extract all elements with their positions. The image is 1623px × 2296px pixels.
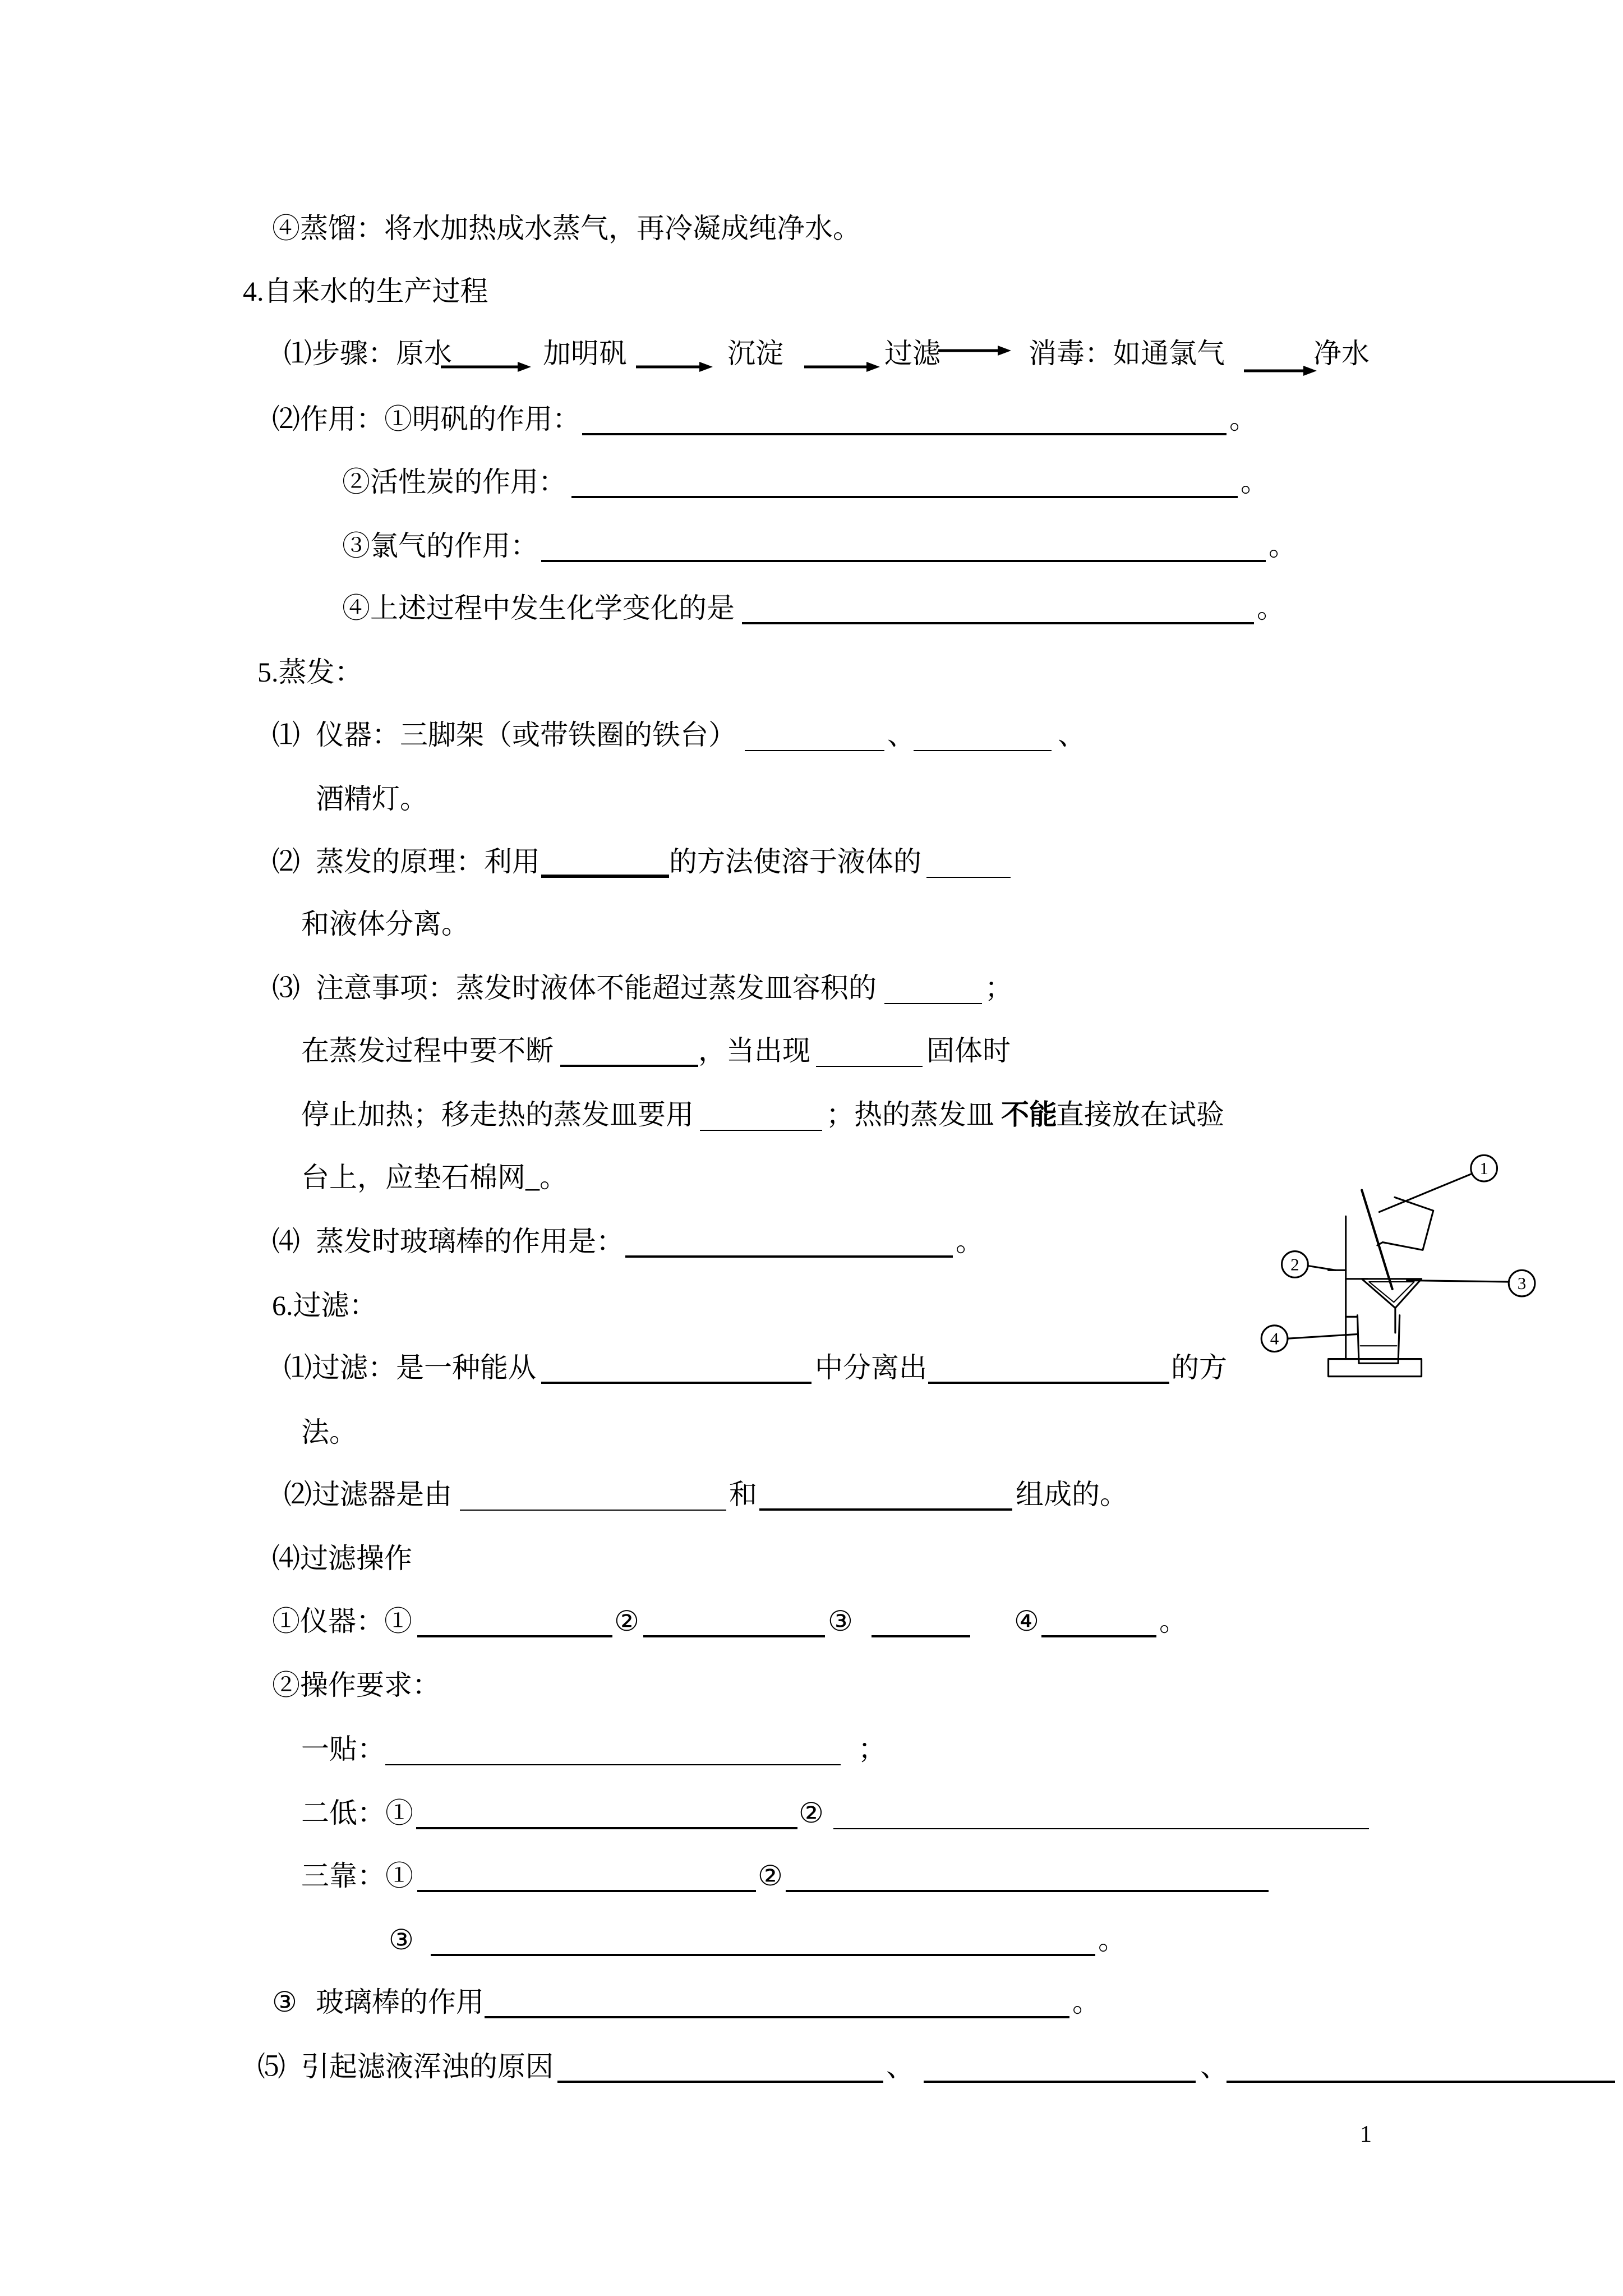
answer-blank <box>872 1604 970 1637</box>
answer-blank <box>571 465 1238 498</box>
item-marker: ② <box>758 1860 783 1892</box>
semicolon: ； <box>858 1733 886 1765</box>
answer-blank <box>926 845 1011 878</box>
question-text: 台上，应垫石棉网_。 <box>301 1162 568 1193</box>
question-prompt: 二低：① <box>301 1797 413 1829</box>
distillation-text: ④蒸馏：将水加热成水蒸气，再冷凝成纯净水。 <box>272 213 861 244</box>
flow-arrow <box>938 346 1011 356</box>
item-number: ⑶ <box>272 972 300 1004</box>
filtration-operation-heading-row <box>0 1542 1623 1575</box>
answer-blank <box>745 718 884 751</box>
item-number: ⑸ <box>257 2051 285 2082</box>
separator: 、 <box>887 719 915 751</box>
question-prompt: 引起滤液浑浊的原因 <box>301 2051 554 2082</box>
period: 。 <box>1098 1924 1126 1955</box>
section-5-heading-row <box>0 655 1623 689</box>
leader-line <box>1308 1266 1335 1271</box>
question-text: ，当出现 <box>698 1035 810 1066</box>
process-arrows <box>0 331 1623 387</box>
function-alum-row <box>0 402 1623 436</box>
section-heading: 6.过滤： <box>272 1290 377 1321</box>
separator: 、 <box>1058 719 1086 751</box>
turbid-filtrate-row <box>0 2050 1623 2083</box>
question-prompt: 蒸发时玻璃棒的作用是： <box>316 1226 624 1257</box>
figure-label-4: 4 <box>1270 1328 1279 1349</box>
period: 。 <box>1269 530 1297 562</box>
operation-requirements-heading-row <box>0 1668 1623 1702</box>
distillation-item <box>0 211 1623 245</box>
answer-blank <box>417 1604 612 1637</box>
answer-blank <box>485 1985 1069 2018</box>
item-marker: ④ <box>1014 1605 1039 1637</box>
period: 。 <box>1229 403 1257 435</box>
answer-blank <box>816 1034 923 1067</box>
question-prompt: 仪器：三脚架（或带铁圈的铁台） <box>316 719 736 751</box>
period: 。 <box>1159 1605 1187 1637</box>
requirement-three-row <box>0 1859 1623 1893</box>
subsection-heading: ⑷过滤操作 <box>272 1543 412 1574</box>
question-text: 中分离出 <box>815 1352 927 1383</box>
answer-blank <box>416 1796 797 1829</box>
figure-label-1: 1 <box>1479 1158 1488 1179</box>
question-text: 固体时 <box>926 1035 1011 1066</box>
answer-blank <box>928 1351 1169 1384</box>
filter-composition-row <box>0 1478 1623 1511</box>
question-text: 停止加热；移走热的蒸发皿要用 <box>301 1099 694 1130</box>
answer-blank <box>786 1859 1269 1892</box>
answer-blank <box>884 971 982 1004</box>
period: 。 <box>1072 1986 1100 2018</box>
item-marker: ③ <box>389 1924 414 1955</box>
question-prompt: 三靠：① <box>301 1860 413 1892</box>
section-heading: 4.自来水的生产过程 <box>243 275 488 307</box>
evaporation-principle-row <box>0 845 1623 878</box>
answer-blank <box>924 2050 1196 2083</box>
figure-label-2: 2 <box>1290 1254 1299 1274</box>
page-number: 1 <box>1360 2122 1372 2147</box>
item-marker: ③ <box>828 1605 853 1637</box>
answer-blank <box>643 1604 825 1637</box>
continuation-text: 酒精灯。 <box>316 783 428 815</box>
answer-blank <box>582 402 1227 435</box>
requirement-two-row <box>0 1796 1623 1830</box>
answer-blank <box>625 1225 953 1258</box>
leader-line <box>1288 1334 1358 1338</box>
continuation-text: 和液体分离。 <box>301 908 469 940</box>
flow-arrow <box>804 362 880 372</box>
item-number: ⑷ <box>272 1226 300 1257</box>
pouring-beaker <box>1377 1196 1434 1257</box>
filtration-definition-cont-row <box>0 1415 1623 1449</box>
semicolon: ； <box>985 972 1013 1004</box>
period: 。 <box>1257 592 1285 624</box>
answer-blank <box>541 845 669 878</box>
question-prompt: 蒸发的原理：利用 <box>316 846 540 877</box>
answer-blank <box>833 1796 1369 1829</box>
answer-blank <box>1041 1604 1156 1637</box>
flow-arrow <box>1244 366 1317 376</box>
answer-blank <box>541 529 1266 562</box>
evaporation-notes-row <box>0 971 1623 1005</box>
requirement-one-row <box>0 1732 1623 1766</box>
evaporation-instruments-row <box>0 718 1623 752</box>
continuation-text: 法。 <box>301 1416 357 1448</box>
question-text: ；热的蒸发皿 <box>826 1099 994 1130</box>
question-prompt: ⑵作用：①明矾的作用： <box>272 403 580 435</box>
answer-blank <box>742 591 1254 624</box>
item-number: ⑵ <box>272 846 300 877</box>
stand-base <box>1329 1359 1422 1377</box>
subsection-heading: ②操作要求： <box>272 1669 440 1701</box>
requirement-three-cont-row <box>0 1923 1623 1957</box>
item-marker: ② <box>799 1797 824 1829</box>
separator: 、 <box>886 2051 914 2082</box>
answer-blank <box>417 1859 756 1892</box>
question-prompt: ⑵过滤器是由 <box>284 1479 452 1510</box>
flow-arrow <box>636 362 713 372</box>
section-4-heading-row <box>0 274 1623 308</box>
leader-line <box>1379 1174 1470 1212</box>
answer-blank <box>541 1351 811 1384</box>
question-text: 在蒸发过程中要不断 <box>301 1035 554 1066</box>
evaporation-notes-line2 <box>0 1034 1623 1068</box>
evaporation-principle-cont-row <box>0 907 1623 941</box>
function-carbon-row <box>0 465 1623 499</box>
evaporation-notes-line3 <box>0 1098 1623 1131</box>
answer-blank <box>700 1098 822 1131</box>
question-prompt: 玻璃棒的作用 <box>316 1986 484 2018</box>
answer-blank <box>385 1732 841 1765</box>
period: 。 <box>1241 466 1269 498</box>
item-number: ⑴ <box>272 719 300 751</box>
question-prompt: ③氯气的作用： <box>342 530 538 562</box>
receiving-beaker <box>1357 1315 1399 1364</box>
function-chlorine-row <box>0 529 1623 563</box>
answer-blank <box>460 1478 726 1511</box>
answer-blank <box>759 1478 1012 1511</box>
question-text: 和 <box>729 1479 757 1510</box>
evaporation-instruments-cont-row <box>0 782 1623 816</box>
step-disinfect: 消毒：如通氯气 <box>1029 338 1225 369</box>
period: 。 <box>956 1226 984 1257</box>
question-prompt: ⑴过滤：是一种能从 <box>284 1352 536 1383</box>
question-text: 直接放在试验 <box>1056 1099 1224 1130</box>
step-settle: 沉淀 <box>727 338 783 369</box>
question-prompt: ②活性炭的作用： <box>342 466 566 498</box>
chemical-change-row <box>0 591 1623 625</box>
emphasis-text: 不能 <box>1001 1099 1057 1130</box>
item-marker: ③ <box>272 1986 297 2018</box>
answer-blank <box>431 1923 1095 1956</box>
answer-blank <box>560 1034 698 1067</box>
item-marker: ② <box>614 1605 639 1637</box>
step-filter: 过滤 <box>884 338 940 369</box>
step-add-alum: 加明矾 <box>543 338 627 369</box>
step-clean-water: 净水 <box>1313 338 1370 369</box>
answer-blank <box>557 2050 883 2083</box>
leader-line <box>1407 1280 1509 1282</box>
question-prompt: ④上述过程中发生化学变化的是 <box>342 592 735 624</box>
question-prompt: 一贴： <box>301 1733 385 1765</box>
answer-blank <box>1227 2050 1615 2083</box>
question-prompt: ①仪器：① <box>272 1605 412 1637</box>
question-text: 的方 <box>1171 1352 1227 1383</box>
question-text: 组成的。 <box>1016 1479 1128 1510</box>
flow-arrow <box>441 362 531 372</box>
step-raw-water: ⑴步骤：原水 <box>284 338 452 369</box>
separator: 、 <box>1200 2051 1228 2082</box>
question-text: 的方法使溶于液体的 <box>669 846 921 877</box>
figure-label-3: 3 <box>1517 1273 1527 1294</box>
glass-rod <box>1362 1190 1392 1289</box>
question-prompt: 注意事项：蒸发时液体不能超过蒸发皿容积的 <box>316 972 877 1004</box>
filtration-instruments-row <box>0 1604 1623 1638</box>
filtration-apparatus-figure <box>1251 1142 1542 1389</box>
section-heading: 5.蒸发： <box>257 656 363 688</box>
filtration-rod-row <box>0 1985 1623 2019</box>
answer-blank <box>914 718 1052 751</box>
